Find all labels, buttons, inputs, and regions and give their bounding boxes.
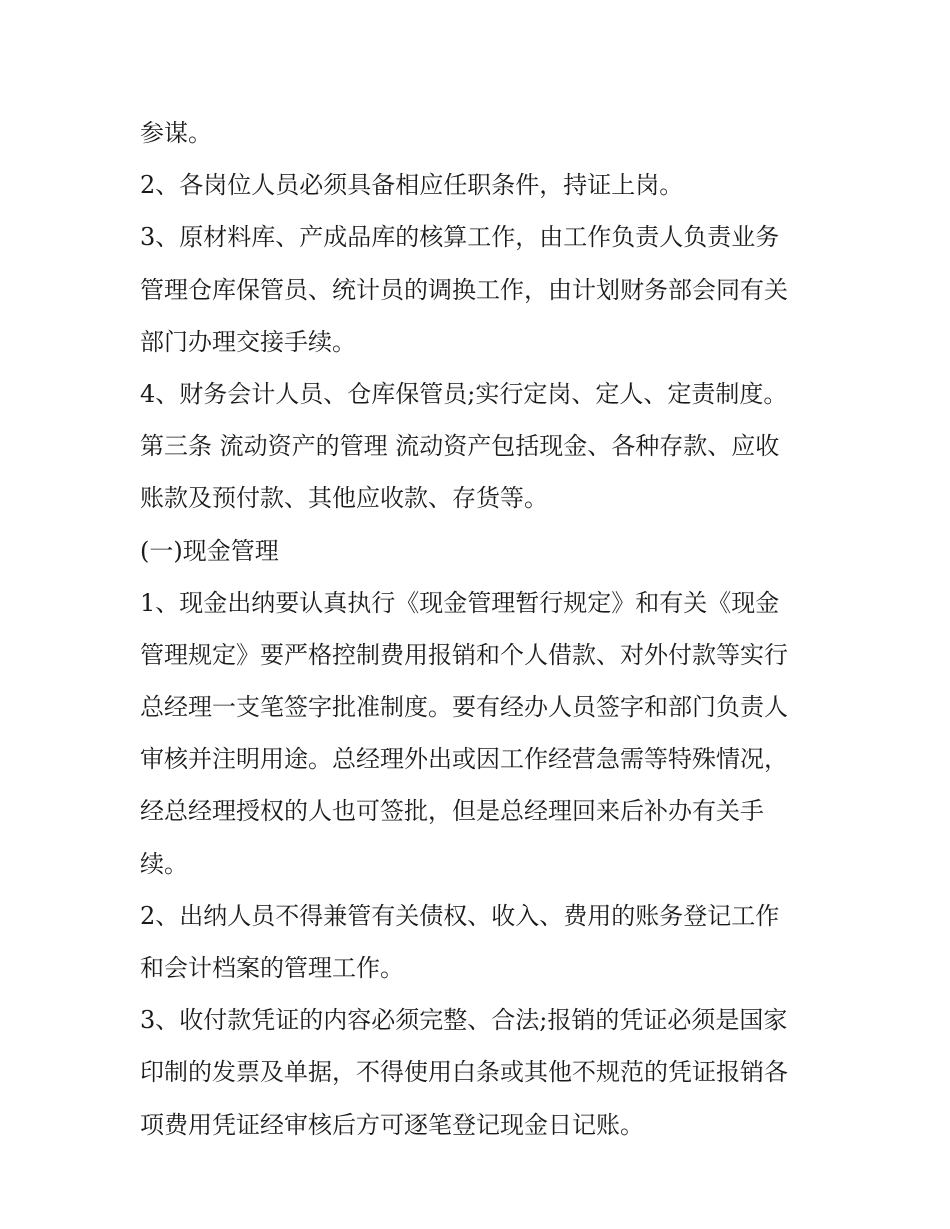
text-line: 参谋。 <box>140 119 212 147</box>
text-line: 2、各岗位人员必须具备相应任职条件，持证上岗。 <box>140 171 684 200</box>
text-line: 1、现金出纳要认真执行《现金管理暂行规定》和有关《现金 <box>140 588 780 617</box>
text-line: 部门办理交接手续。 <box>140 327 356 356</box>
text-line: 第三条 流动资产的管理 流动资产包括现金、各种存款、应收 <box>140 432 780 461</box>
text-line: 印制的发票及单据，不得使用白条或其他不规范的凭证报销各 <box>140 1058 788 1087</box>
section-heading: (一)现金管理 <box>140 536 279 565</box>
text-line: 续。 <box>140 849 188 878</box>
text-line: 账款及预付款、其他应收款、存货等。 <box>140 484 548 513</box>
text-line: 管理规定》要严格控制费用报销和个人借款、对外付款等实行 <box>140 640 788 669</box>
text-line: 总经理一支笔签字批准制度。要有经办人员签字和部门负责人 <box>140 693 788 722</box>
text-line: 审核并注明用途。总经理外出或因工作经营急需等特殊情况， <box>140 745 788 774</box>
text-line: 经总经理授权的人也可签批，但是总经理回来后补办有关手 <box>140 797 764 826</box>
text-line: 管理仓库保管员、统计员的调换工作，由计划财务部会同有关 <box>140 275 788 304</box>
text-line: 2、出纳人员不得兼管有关债权、收入、费用的账务登记工作 <box>140 901 780 930</box>
text-line: 和会计档案的管理工作。 <box>140 954 404 982</box>
text-line: 项费用凭证经审核后方可逐笔登记现金日记账。 <box>140 1110 644 1139</box>
document-body <box>140 107 820 1151</box>
text-line: 4、财务会计人员、仓库保管员;实行定岗、定人、定责制度。 <box>140 379 788 408</box>
text-line: 3、原材料库、产成品库的核算工作，由工作负责人负责业务 <box>140 223 780 252</box>
text-line: 3、收付款凭证的内容必须完整、合法;报销的凭证必须是国家 <box>140 1006 788 1035</box>
